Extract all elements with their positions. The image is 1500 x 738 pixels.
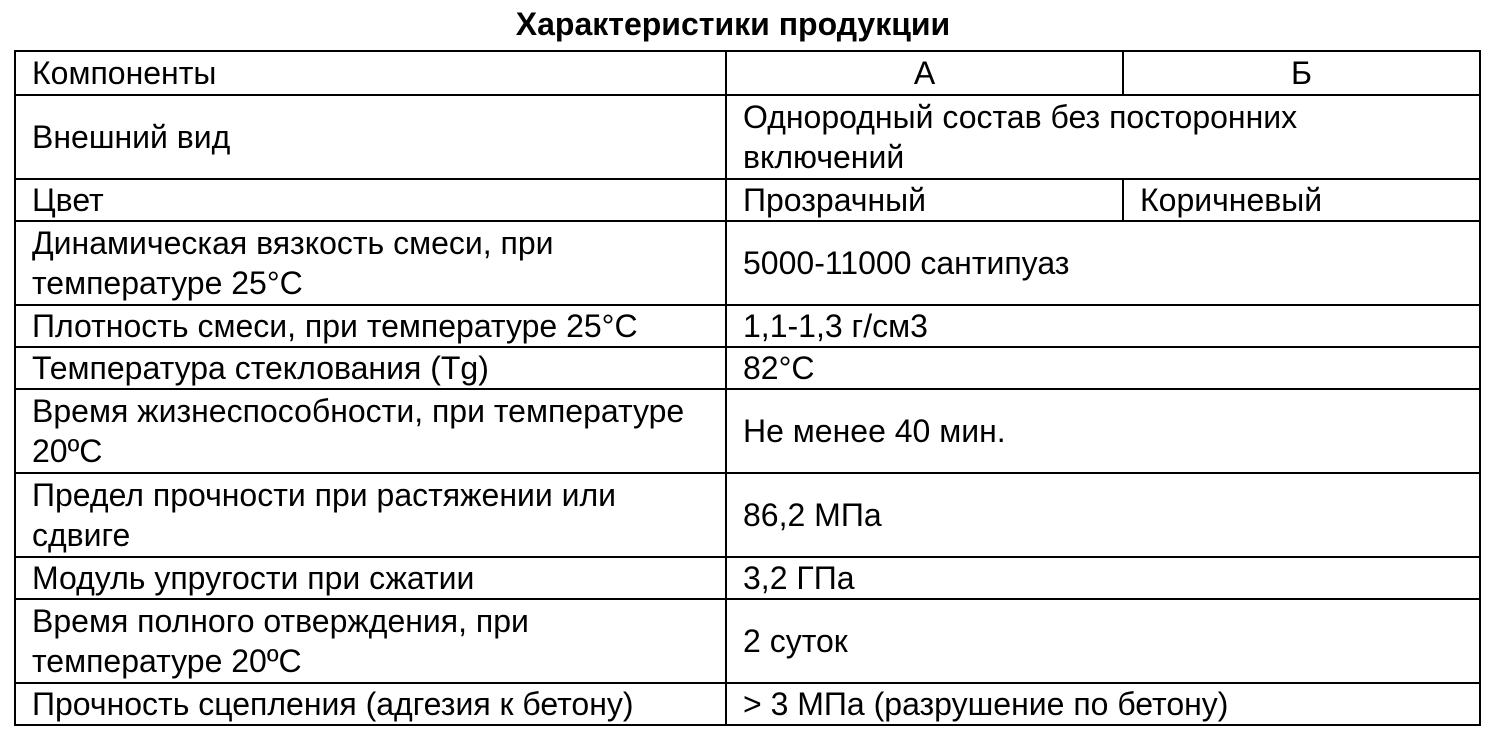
page-title: Характеристики продукции — [515, 6, 951, 42]
row-value: 82°С — [726, 347, 1480, 389]
row-value: Однородный состав без посторонних включений — [726, 95, 1480, 179]
row-value: 1,1-1,3 г/см3 — [726, 305, 1480, 347]
row-value: 86,2 МПа — [726, 473, 1480, 557]
row-label: Температура стеклования (Tg) — [15, 347, 726, 389]
table-header-row — [15, 51, 1480, 95]
row-label: Время полного отверждения, при температуре 20ºС — [15, 599, 726, 683]
header-component-b: Б — [1123, 51, 1480, 95]
table-row — [15, 221, 1480, 305]
row-value: Не менее 40 мин. — [726, 389, 1480, 473]
row-label: Модуль упругости при сжатии — [15, 557, 726, 599]
row-label: Динамическая вязкость смеси, при температуре 25°С — [15, 221, 726, 305]
row-value: 5000-11000 сантипуаз — [726, 221, 1480, 305]
table-row — [15, 389, 1480, 473]
table-row — [15, 599, 1480, 683]
table-row — [15, 347, 1480, 389]
row-label: Внешний вид — [15, 95, 726, 179]
row-label: Цвет — [15, 179, 726, 221]
product-specs-table — [14, 50, 1481, 726]
table-row — [15, 473, 1480, 557]
table-row — [15, 305, 1480, 347]
table-row — [15, 557, 1480, 599]
row-value: 2 суток — [726, 599, 1480, 683]
row-value: 3,2 ГПа — [726, 557, 1480, 599]
table-row — [15, 95, 1480, 179]
header-components: Компоненты — [15, 51, 726, 95]
row-label: Время жизнеспособности, при температуре 20ºС — [15, 389, 726, 473]
row-label: Прочность сцепления (адгезия к бетону) — [15, 683, 726, 725]
row-label: Предел прочности при растяжении или сдвиге — [15, 473, 726, 557]
table-row — [15, 683, 1480, 725]
row-value-a: Прозрачный — [726, 179, 1123, 221]
row-value: > 3 МПа (разрушение по бетону) — [726, 683, 1480, 725]
header-component-a: А — [726, 51, 1123, 95]
row-value-b: Коричневый — [1123, 179, 1480, 221]
row-label: Плотность смеси, при температуре 25°С — [15, 305, 726, 347]
table-row — [15, 179, 1480, 221]
